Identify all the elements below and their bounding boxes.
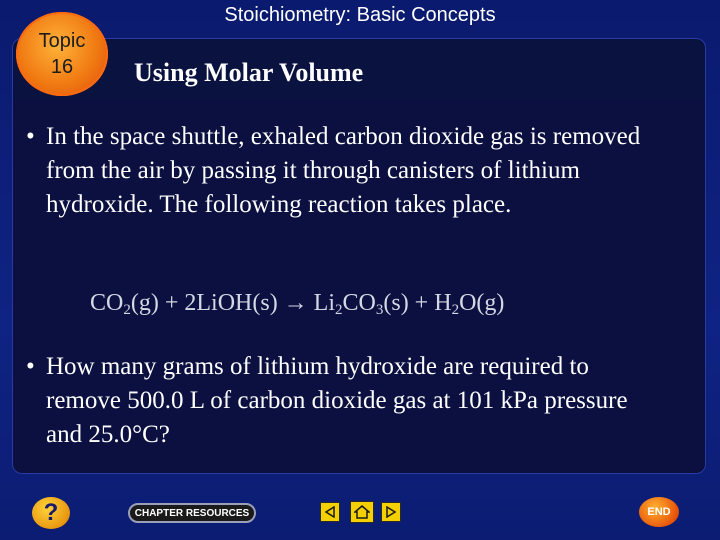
slide-title: Using Molar Volume <box>134 58 364 87</box>
bullet-icon: • <box>26 353 35 380</box>
arrow-right-icon <box>385 506 397 518</box>
equation-subscript: 3 <box>375 302 384 318</box>
home-icon <box>354 505 370 519</box>
home-button[interactable] <box>350 501 374 523</box>
question-mark-icon: ? <box>43 499 59 526</box>
equation-subscript: 2 <box>335 302 343 318</box>
previous-button[interactable] <box>320 502 340 522</box>
topic-number: 16 <box>50 56 74 78</box>
bullet-item-1 <box>26 120 646 222</box>
end-button[interactable]: END <box>639 497 679 527</box>
equation-part: CO <box>90 290 124 316</box>
equation-part: (s) + H <box>383 290 452 316</box>
bullet-text: How many grams of lithium hydroxide are required to remove 500.0 L of carbon dioxide gas at 101 kPa pressure and 25.0°C? <box>46 353 628 448</box>
chemical-equation <box>90 290 504 317</box>
topic-label: Topic <box>38 30 86 52</box>
next-button[interactable] <box>381 502 401 522</box>
topic-badge <box>16 12 108 96</box>
bullet-icon: • <box>26 123 35 150</box>
equation-subscript: 2 <box>451 302 460 318</box>
header-title: Stoichiometry: Basic Concepts <box>224 4 496 26</box>
bullet-text: In the space shuttle, exhaled carbon dioxide gas is removed from the air by passing it through canisters of lithium hydroxide. The following reaction takes place. <box>46 123 641 218</box>
help-button[interactable] <box>32 497 70 529</box>
equation-part: (g) + 2LiOH(s) → Li <box>130 290 336 316</box>
equation-part: CO <box>342 290 376 316</box>
equation-subscript: 2 <box>123 302 131 318</box>
bullet-item-2 <box>26 350 666 452</box>
chapter-resources-button[interactable]: CHAPTER RESOURCES <box>128 503 256 523</box>
arrow-left-icon <box>324 506 336 518</box>
equation-part: O(g) <box>459 290 505 316</box>
